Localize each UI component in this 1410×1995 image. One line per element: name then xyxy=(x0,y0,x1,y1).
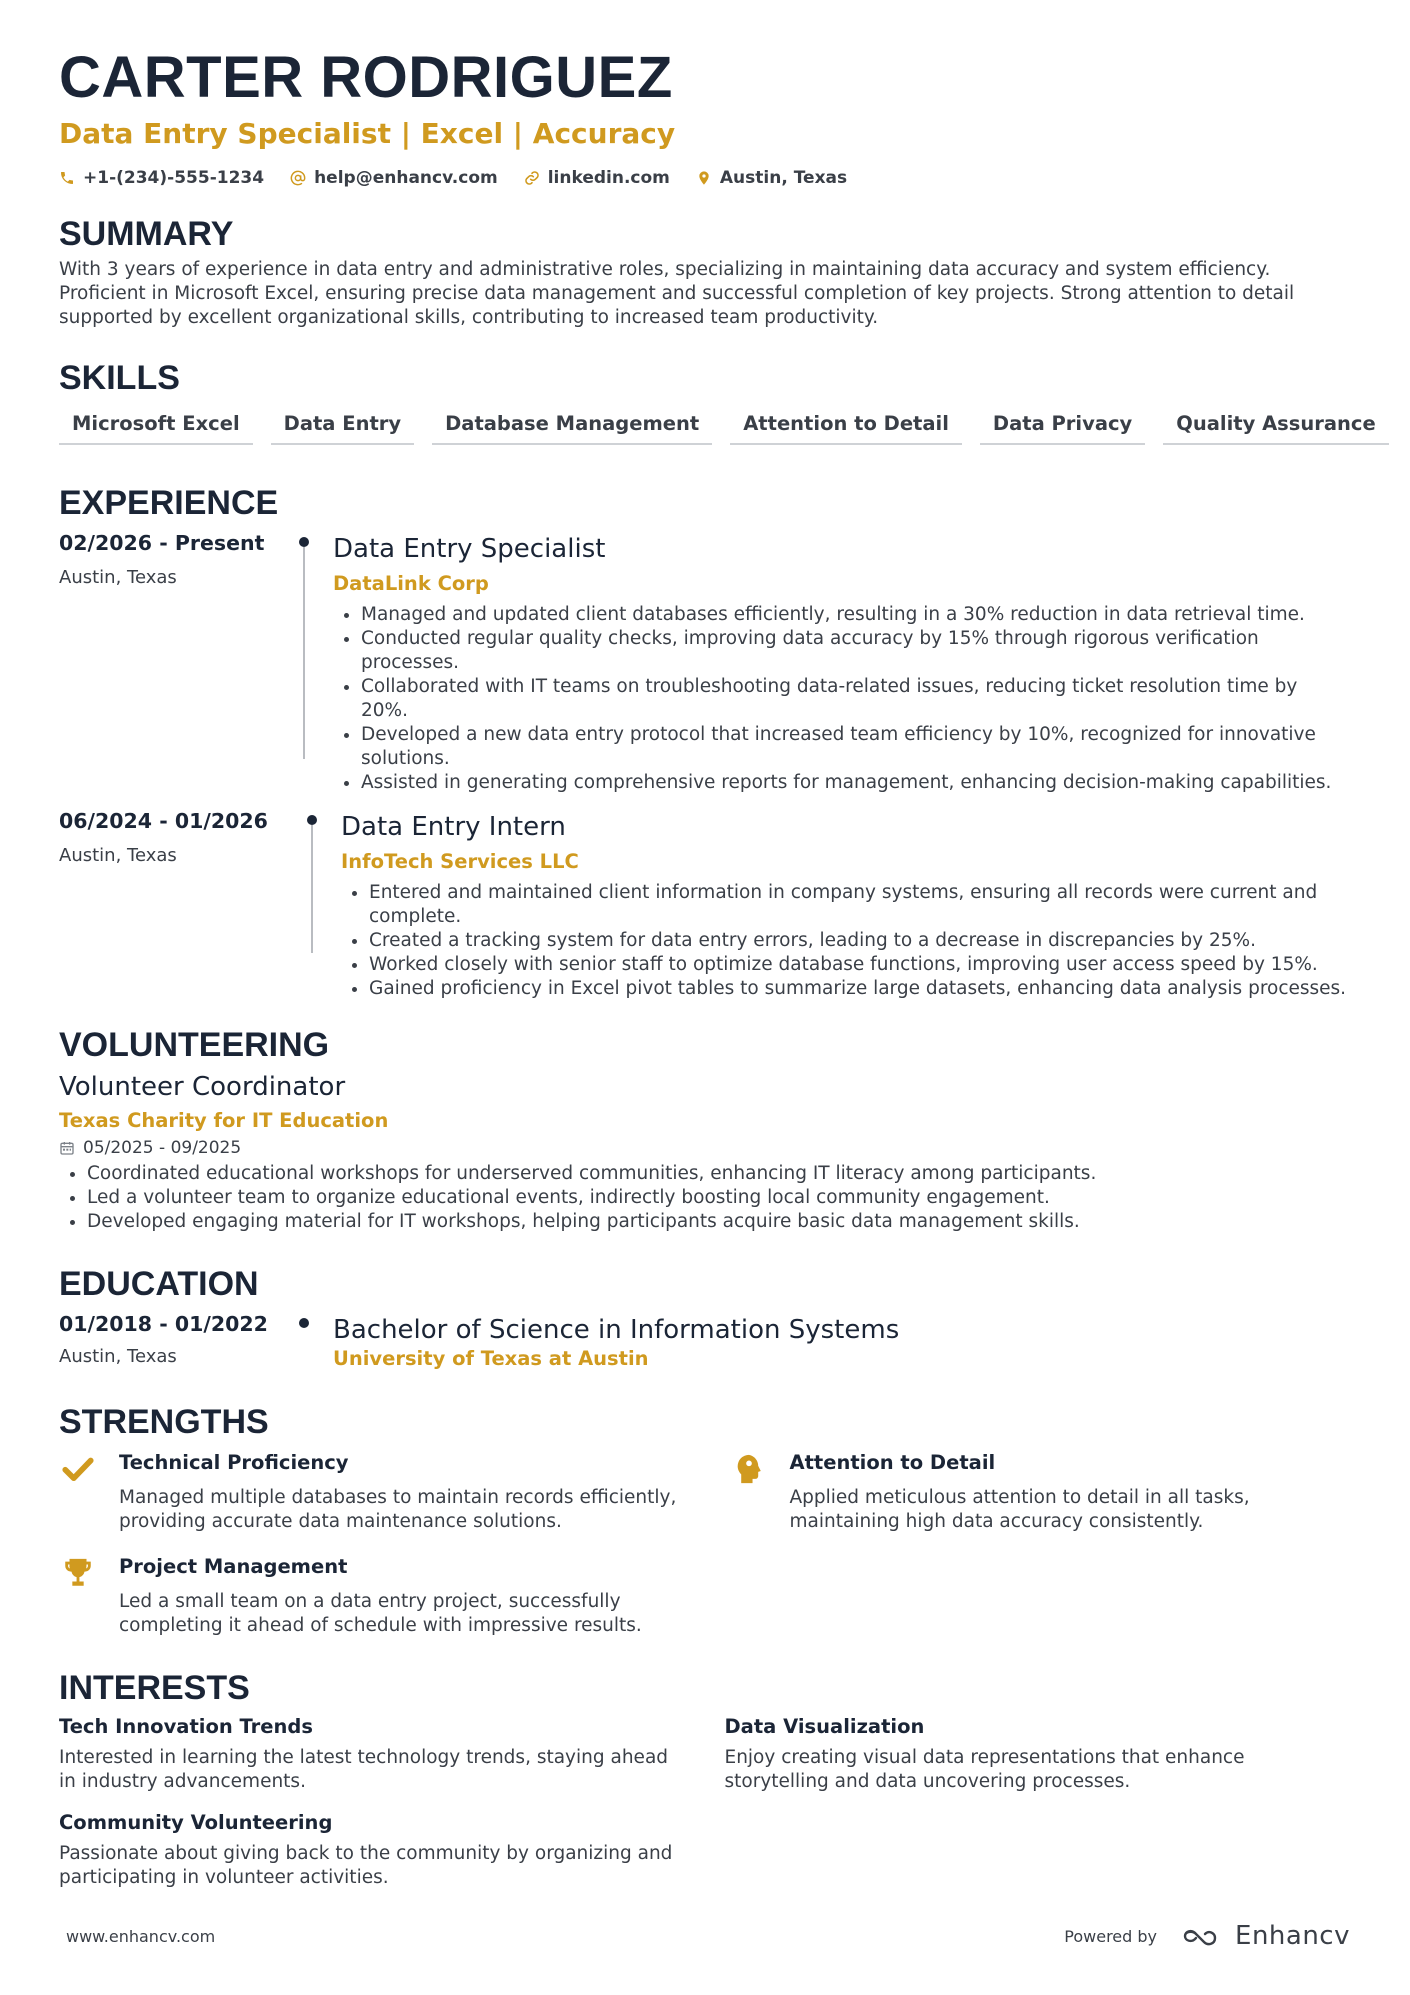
strength-item xyxy=(59,1450,680,1534)
volunteer-dates-row xyxy=(59,1138,1350,1158)
location-pin-icon xyxy=(696,170,712,186)
job-bullet: • Developed a new data entry protocol that increased team efficiency by 10%, recognized for innovative solutions. xyxy=(361,723,1350,771)
job-company: DataLink Corp xyxy=(333,572,489,595)
at-icon xyxy=(290,170,306,186)
volunteer-bullets xyxy=(59,1162,1350,1234)
strength-title: Project Management xyxy=(119,1555,348,1578)
education-location: Austin, Texas xyxy=(59,1346,177,1367)
powered-by-label: Powered by xyxy=(1064,1926,1158,1946)
volunteer-organization: Texas Charity for IT Education xyxy=(59,1109,389,1132)
education-entry xyxy=(59,1310,1350,1372)
strength-desc: Applied meticulous attention to detail in all tasks, maintaining high data accuracy consistently. xyxy=(789,1487,1250,1532)
calendar-icon xyxy=(59,1140,75,1156)
checkmark-icon xyxy=(59,1450,97,1490)
contact-phone-text[interactable]: +1-(234)-555-1234 xyxy=(83,168,265,188)
contact-linkedin-text[interactable]: linkedin.com xyxy=(547,168,670,188)
volunteering-heading: VOLUNTEERING xyxy=(59,1026,330,1064)
summary-section xyxy=(59,214,1350,330)
job-bullet: • Collaborated with IT teams on troubleshooting data-related issues, reducing ticket resolution time by 20%. xyxy=(361,675,1350,723)
job-bullet: • Created a tracking system for data entry errors, leading to a decrease in discrepancies by 25%. xyxy=(369,929,1350,953)
skills-heading: SKILLS xyxy=(59,359,180,397)
powered-by xyxy=(1064,1921,1350,1951)
contact-linkedin xyxy=(524,168,670,188)
timeline xyxy=(299,1310,319,1372)
education-section xyxy=(59,1264,1350,1372)
job-title: Data Entry Specialist xyxy=(333,534,606,564)
interest-item xyxy=(725,1714,1351,1794)
timeline-dot xyxy=(299,1318,309,1328)
skills-list xyxy=(59,408,1376,445)
job-dates: 06/2024 - 01/2026 xyxy=(59,809,268,833)
job-details xyxy=(319,529,1350,795)
footer xyxy=(66,1921,1350,1951)
job-bullet: • Conducted regular quality checks, improving data accuracy by 15% through rigorous verification processes. xyxy=(361,627,1350,675)
skills-section xyxy=(59,358,1376,445)
contact-email-text[interactable]: help@enhancv.com xyxy=(314,168,498,188)
interests-section xyxy=(59,1668,1350,1890)
job-meta xyxy=(59,807,307,1001)
contact-bar xyxy=(59,168,1350,188)
timeline-dot xyxy=(299,537,309,547)
strength-desc: Led a small team on a data entry project, successfully completing it ahead of schedule with impressive results. xyxy=(119,1591,642,1636)
candidate-name: CARTER RODRIGUEZ xyxy=(59,45,673,110)
link-icon xyxy=(524,170,540,186)
education-degree: Bachelor of Science in Information Systems xyxy=(333,1315,900,1345)
job-entry xyxy=(59,529,1350,795)
candidate-tagline: Data Entry Specialist | Excel | Accuracy xyxy=(59,117,676,150)
experience-section xyxy=(59,483,1350,1001)
contact-phone xyxy=(59,168,264,188)
job-bullet: • Entered and maintained client information in company systems, ensuring all records were current and complete. xyxy=(369,881,1350,929)
volunteer-bullet: • Led a volunteer team to organize educational events, indirectly boosting local community engagement. xyxy=(87,1186,1350,1210)
brand-logo[interactable] xyxy=(1181,1921,1350,1951)
job-meta xyxy=(59,529,299,795)
strength-item xyxy=(59,1554,680,1638)
interests-heading: INTERESTS xyxy=(59,1669,250,1707)
job-location: Austin, Texas xyxy=(59,567,177,588)
job-dates: 02/2026 - Present xyxy=(59,531,265,555)
strength-item xyxy=(730,1450,1351,1534)
interest-item xyxy=(59,1810,685,1890)
strength-title: Technical Proficiency xyxy=(119,1451,349,1474)
job-bullet: • Assisted in generating comprehensive reports for management, enhancing decision-making capabilities. xyxy=(361,771,1350,795)
job-bullet: • Gained proficiency in Excel pivot tables to summarize large datasets, enhancing data analysis processes. xyxy=(369,977,1350,1001)
brain-head-icon xyxy=(730,1450,768,1490)
volunteer-title: Volunteer Coordinator xyxy=(59,1072,346,1102)
interest-desc: Enjoy creating visual data representations that enhance storytelling and data uncovering processes. xyxy=(724,1747,1245,1792)
volunteer-bullet: • Coordinated educational workshops for underserved communities, enhancing IT literacy among participants. xyxy=(87,1162,1350,1186)
footer-website[interactable]: www.enhancv.com xyxy=(66,1926,216,1946)
skill-tag: Attention to Detail xyxy=(730,408,962,445)
timeline-dot xyxy=(307,815,317,825)
enhancv-logo-icon xyxy=(1181,1924,1227,1948)
job-bullet: • Worked closely with senior staff to optimize database functions, improving user access speed by 15%. xyxy=(369,953,1350,977)
volunteer-bullet: • Developed engaging material for IT workshops, helping participants acquire basic data management skills. xyxy=(87,1210,1350,1234)
contact-location xyxy=(696,168,847,188)
timeline-line xyxy=(303,547,305,759)
skill-tag: Database Management xyxy=(432,408,712,445)
trophy-icon xyxy=(59,1554,97,1594)
job-bullets xyxy=(333,603,1350,795)
timeline xyxy=(307,807,327,1001)
contact-location-text: Austin, Texas xyxy=(719,168,848,188)
contact-email xyxy=(290,168,498,188)
interest-item xyxy=(59,1714,685,1794)
volunteer-dates: 05/2025 - 09/2025 xyxy=(83,1138,242,1158)
interest-desc: Interested in learning the latest technology trends, staying ahead in industry advancements. xyxy=(59,1747,669,1792)
job-entry xyxy=(59,807,1350,1001)
education-heading: EDUCATION xyxy=(59,1265,259,1303)
strengths-grid xyxy=(59,1450,1350,1638)
education-dates: 01/2018 - 01/2022 xyxy=(59,1312,268,1336)
timeline-line xyxy=(311,825,313,953)
interests-grid xyxy=(59,1714,1350,1890)
job-bullets xyxy=(341,881,1350,1001)
interest-title: Data Visualization xyxy=(724,1715,925,1738)
strengths-heading: STRENGTHS xyxy=(59,1403,269,1441)
job-title: Data Entry Intern xyxy=(341,812,566,842)
job-details xyxy=(327,807,1350,1001)
experience-heading: EXPERIENCE xyxy=(59,484,279,522)
skill-tag: Data Entry xyxy=(271,408,414,445)
education-school: University of Texas at Austin xyxy=(333,1347,649,1370)
skill-tag: Data Privacy xyxy=(980,408,1145,445)
strength-title: Attention to Detail xyxy=(789,1451,996,1474)
volunteering-section xyxy=(59,1025,1350,1234)
summary-heading: SUMMARY xyxy=(59,215,234,253)
interest-title: Community Volunteering xyxy=(59,1811,333,1834)
education-meta xyxy=(59,1310,299,1372)
timeline xyxy=(299,529,319,795)
strength-desc: Managed multiple databases to maintain records efficiently, providing accurate data maintenance solutions. xyxy=(119,1487,677,1532)
skill-tag: Microsoft Excel xyxy=(59,408,253,445)
interest-title: Tech Innovation Trends xyxy=(59,1715,313,1738)
education-details xyxy=(319,1310,1350,1372)
strengths-section xyxy=(59,1402,1350,1638)
job-company: InfoTech Services LLC xyxy=(341,850,579,873)
phone-icon xyxy=(59,170,75,186)
job-location: Austin, Texas xyxy=(59,845,177,866)
job-bullet: • Managed and updated client databases efficiently, resulting in a 30% reduction in data retrieval time. xyxy=(361,603,1350,627)
brand-name: Enhancv xyxy=(1235,1921,1350,1951)
interest-desc: Passionate about giving back to the community by organizing and participating in volunteer activities. xyxy=(59,1843,673,1888)
skill-tag: Quality Assurance xyxy=(1163,408,1388,445)
summary-text: With 3 years of experience in data entry and administrative roles, specializing in maintaining data accuracy and system efficiency. Proficient in Microsoft Excel, ensuring precise data management and successful completion of key projects. Strong attention to detail supported by excellent organizational skills, contributing to increased team productivity. xyxy=(59,259,1295,328)
